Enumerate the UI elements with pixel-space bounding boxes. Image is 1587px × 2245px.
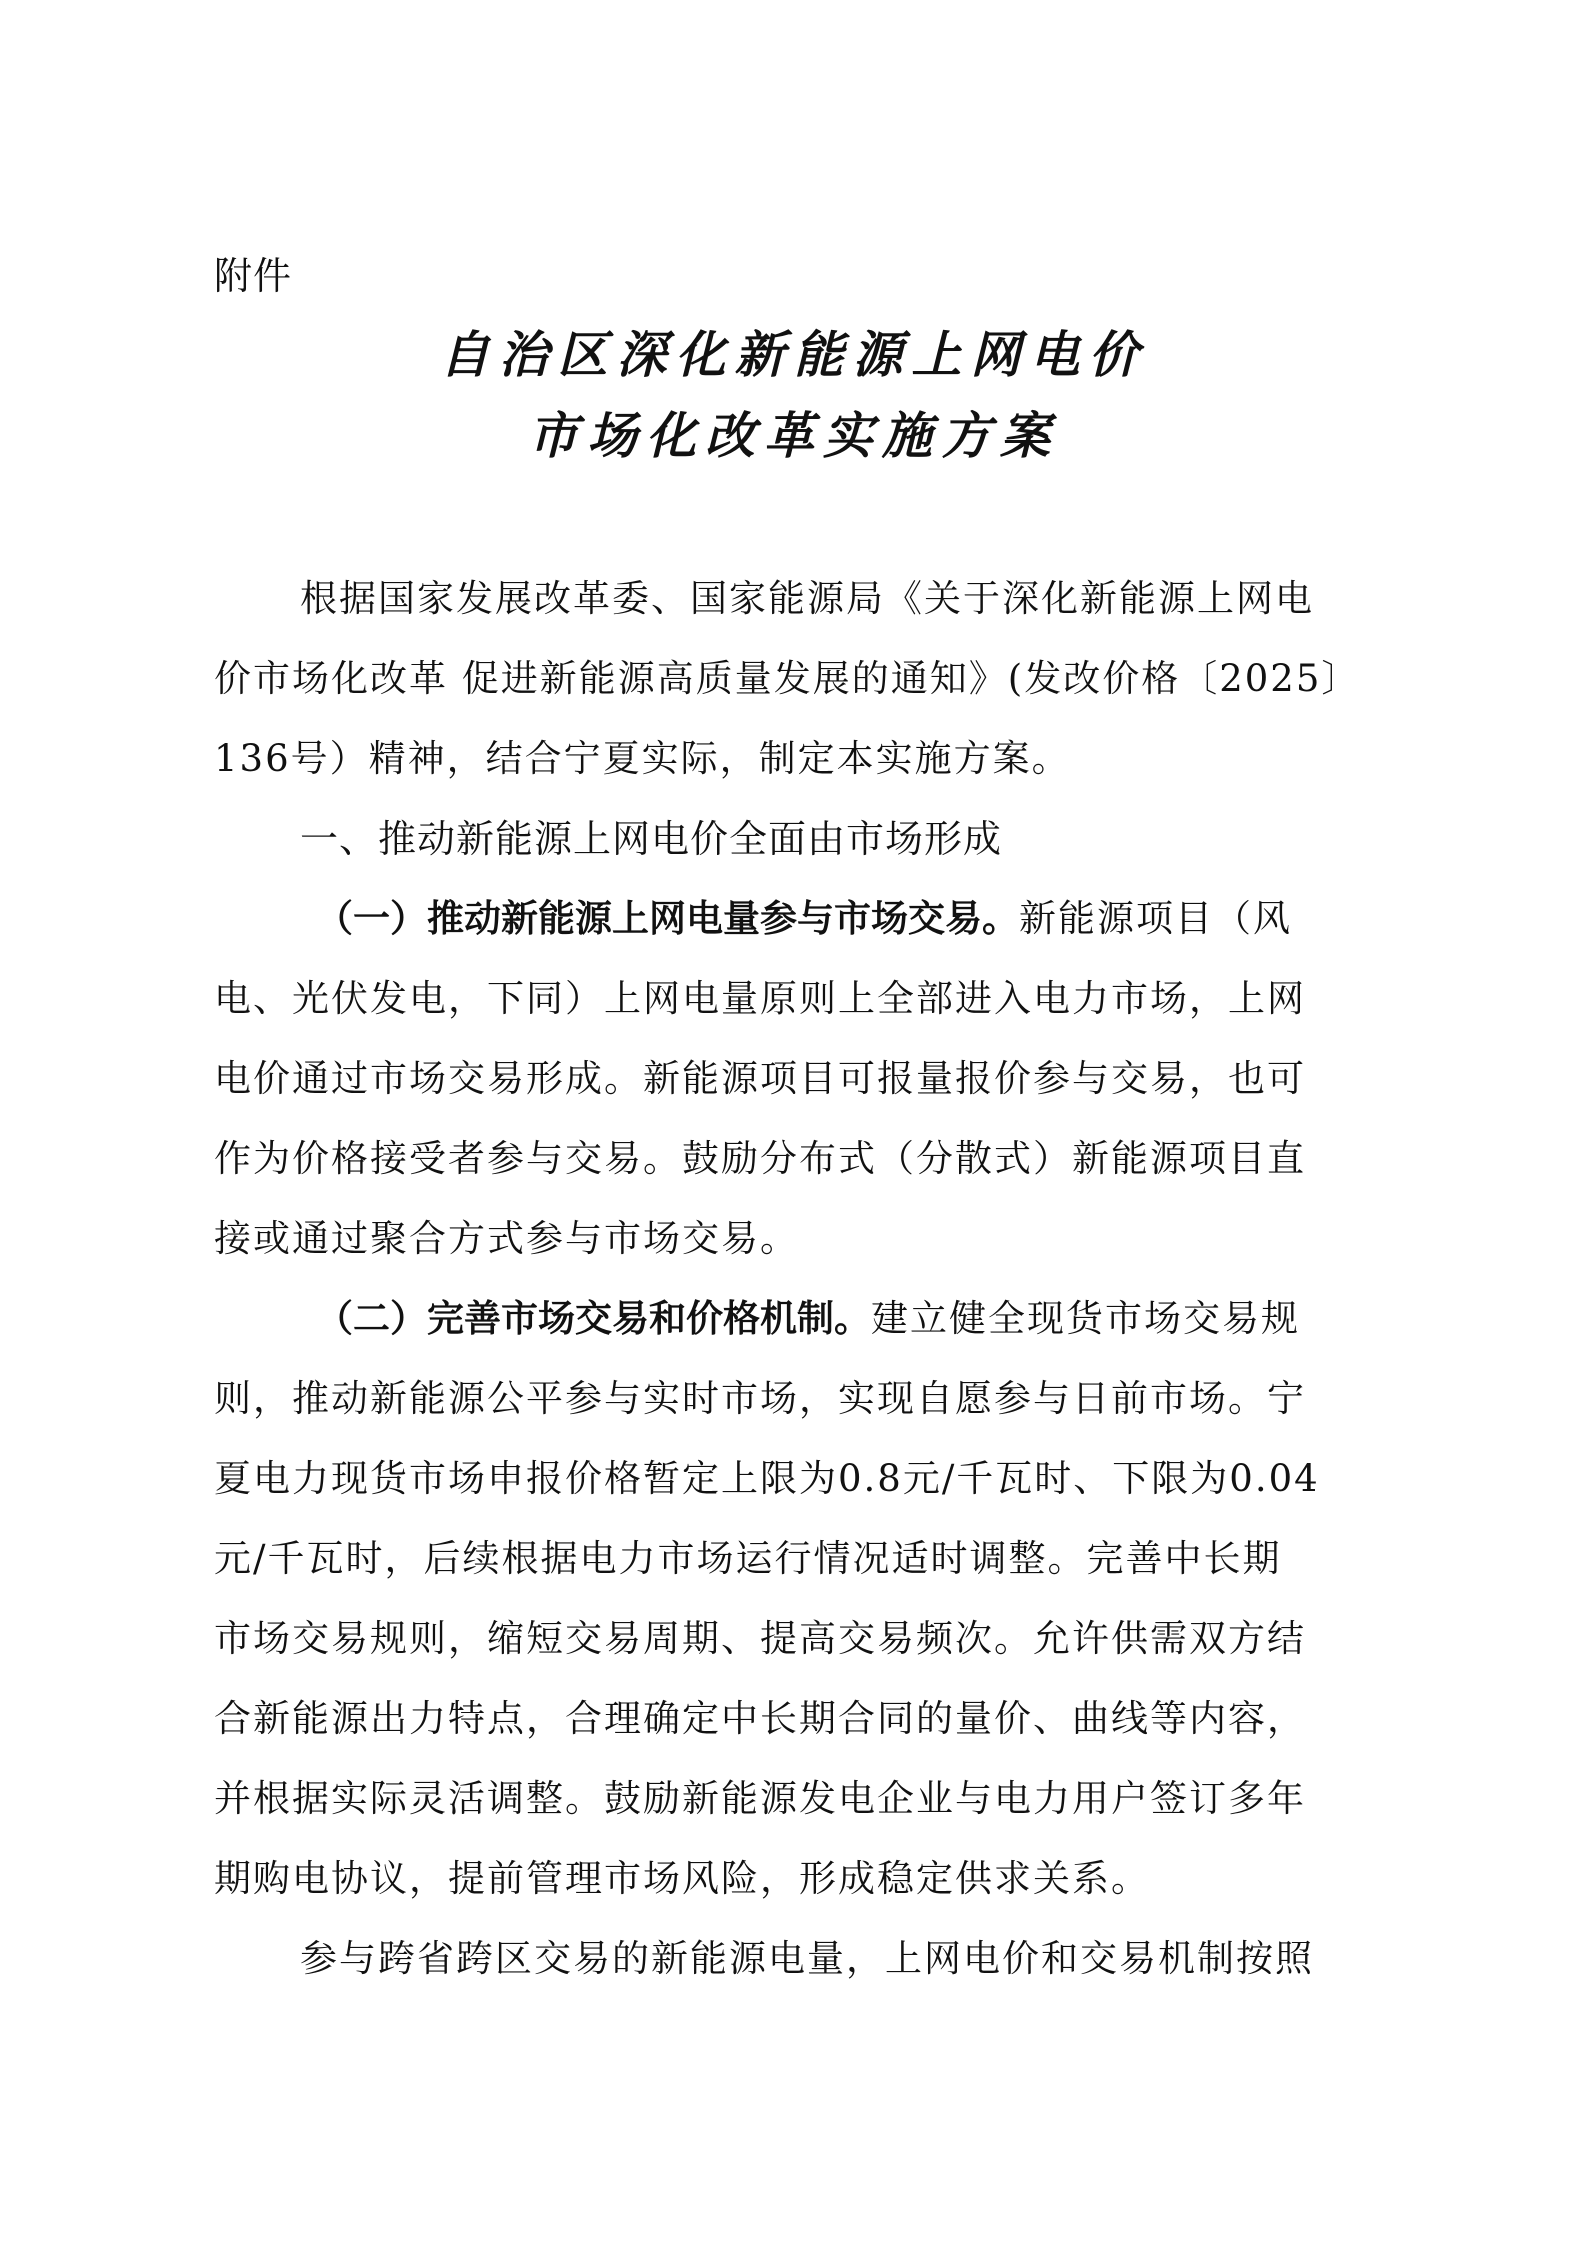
body-line-7: 电价通过市场交易形成。新能源项目可报量报价参与交易，也可: [214, 1057, 1306, 1100]
subsection-2-heading: （二）完善市场交易和价格机制。: [316, 1297, 871, 1340]
attachment-label: 附件: [214, 254, 293, 298]
body-line-14: 市场交易规则，缩短交易周期、提高交易频次。允许供需双方结: [214, 1617, 1306, 1660]
section-heading-1: 一、推动新能源上网电价全面由市场形成: [300, 817, 1003, 861]
subsection-2-lead-text: 建立健全现货市场交易规: [871, 1297, 1300, 1340]
subsection-1-line-1: [214, 894, 1380, 974]
subsection-2-line-1: [214, 1294, 1380, 1374]
body-line-13: 元/千瓦时，后续根据电力市场运行情况适时调整。完善中长期: [214, 1537, 1282, 1580]
document-body: [214, 574, 1380, 2014]
body-line-16: 并根据实际灵活调整。鼓励新能源发电企业与电力用户签订多年: [214, 1777, 1306, 1820]
body-line-11: 则，推动新能源公平参与实时市场，实现自愿参与日前市场。宁: [214, 1377, 1306, 1420]
body-line-17: 期购电协议，提前管理市场风险，形成稳定供求关系。: [214, 1857, 1150, 1900]
body-line-18: 参与跨省跨区交易的新能源电量，上网电价和交易机制按照: [300, 1937, 1314, 1980]
body-line-6: 电、光伏发电，下同）上网电量原则上全部进入电力市场，上网: [214, 977, 1306, 1020]
subsection-1-lead-text: 新能源项目（风: [1019, 897, 1292, 940]
document-title-line-2: 市场化改革实施方案: [528, 406, 1059, 465]
body-line-12: 夏电力现货市场申报价格暂定上限为0.8元/千瓦时、下限为0.04: [214, 1457, 1320, 1500]
body-line-15: 合新能源出力特点，合理确定中长期合同的量价、曲线等内容，: [214, 1697, 1306, 1740]
subsection-1-heading: （一）推动新能源上网电量参与市场交易。: [316, 897, 1019, 940]
body-line-8: 作为价格接受者参与交易。鼓励分布式（分散式）新能源项目直: [214, 1137, 1306, 1180]
body-line-3: 136号）精神，结合宁夏实际，制定本实施方案。: [214, 737, 1071, 780]
document-title-line-1: 自治区深化新能源上网电价: [439, 325, 1148, 384]
body-line-9: 接或通过聚合方式参与市场交易。: [214, 1217, 799, 1260]
body-line-1: 根据国家发展改革委、国家能源局《关于深化新能源上网电: [300, 577, 1314, 620]
body-line-2: 价市场化改革 促进新能源高质量发展的通知》(发改价格〔2025〕: [214, 657, 1361, 700]
